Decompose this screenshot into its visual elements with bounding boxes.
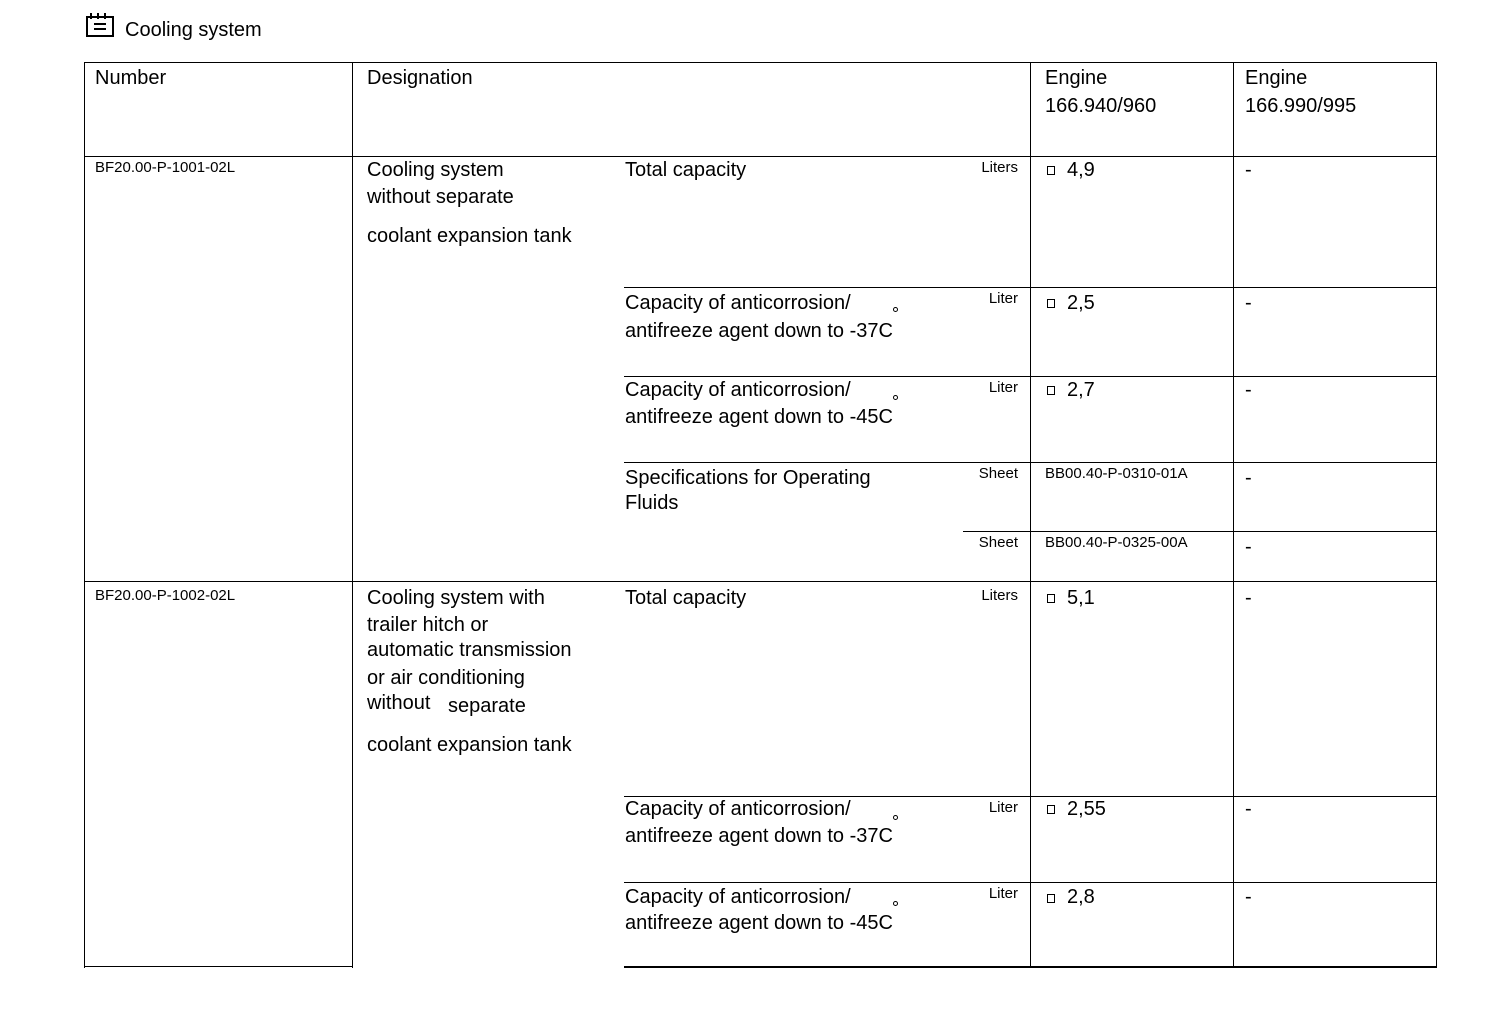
item-value-engine-2: - bbox=[1245, 798, 1252, 820]
item-description: antifreeze agent down to -37C bbox=[625, 320, 893, 342]
item-unit: Liter bbox=[988, 885, 1018, 902]
item-description: Specifications for Operating bbox=[625, 467, 871, 489]
designation-line: trailer hitch or bbox=[367, 614, 489, 636]
item-value-engine-2: - bbox=[1245, 587, 1252, 609]
item-unit: Sheet bbox=[978, 465, 1018, 482]
degree-icon bbox=[893, 307, 898, 312]
item-description: Capacity of anticorrosion/ bbox=[625, 292, 851, 314]
item-value-engine-1: BB00.40-P-0310-01A bbox=[1045, 465, 1188, 482]
page-title: Cooling system bbox=[125, 19, 262, 41]
column-header-designation: Designation bbox=[367, 67, 473, 89]
item-value-engine-1: 2,55 bbox=[1067, 798, 1106, 820]
item-description: Capacity of anticorrosion/ bbox=[625, 886, 851, 908]
item-value-engine-2: - bbox=[1245, 886, 1252, 908]
item-value-engine-2: - bbox=[1245, 159, 1252, 181]
checkbox-icon bbox=[1047, 894, 1055, 903]
item-description: antifreeze agent down to -45C bbox=[625, 406, 893, 428]
item-value-engine-1: 2,5 bbox=[1067, 292, 1095, 314]
item-description: Fluids bbox=[625, 492, 679, 514]
item-value-engine-1: BB00.40-P-0325-00A bbox=[1045, 534, 1188, 551]
designation-line: separate bbox=[448, 695, 526, 717]
designation-line: automatic transmission bbox=[367, 639, 572, 661]
item-description: Capacity of anticorrosion/ bbox=[625, 379, 851, 401]
item-value-engine-1: 2,8 bbox=[1067, 886, 1095, 908]
degree-icon bbox=[893, 901, 898, 906]
degree-icon bbox=[893, 395, 898, 400]
designation-line: or air conditioning bbox=[367, 667, 525, 689]
item-description: Capacity of anticorrosion/ bbox=[625, 798, 851, 820]
checkbox-icon bbox=[1047, 805, 1055, 814]
row-number: BF20.00-P-1001-02L bbox=[95, 159, 236, 176]
item-unit: Liter bbox=[988, 379, 1018, 396]
row-number: BF20.00-P-1002-02L bbox=[95, 587, 236, 604]
item-value-engine-2: - bbox=[1245, 536, 1252, 558]
checkbox-icon bbox=[1047, 386, 1055, 395]
item-unit: Liter bbox=[988, 290, 1018, 307]
column-header-number: Number bbox=[95, 67, 167, 89]
item-description: Total capacity bbox=[625, 159, 747, 181]
designation-line: without bbox=[367, 692, 431, 714]
designation-line: coolant expansion tank bbox=[367, 225, 572, 247]
designation-line: Cooling system bbox=[367, 159, 504, 181]
item-unit: Liters bbox=[981, 587, 1018, 604]
checkbox-icon bbox=[1047, 166, 1055, 175]
item-value-engine-1: 2,7 bbox=[1067, 379, 1095, 401]
column-header-engine-2-model: 166.990/995 bbox=[1245, 95, 1357, 117]
item-unit: Liters bbox=[981, 159, 1018, 176]
column-header-engine-1-model: 166.940/960 bbox=[1045, 95, 1157, 117]
designation-line: Cooling system with bbox=[367, 587, 545, 609]
notepad-icon bbox=[86, 12, 114, 38]
item-value-engine-1: 4,9 bbox=[1067, 159, 1095, 181]
checkbox-icon bbox=[1047, 299, 1055, 308]
checkbox-icon bbox=[1047, 594, 1055, 603]
designation-line: coolant expansion tank bbox=[367, 734, 572, 756]
item-description: Total capacity bbox=[625, 587, 747, 609]
item-description: antifreeze agent down to -37C bbox=[625, 825, 893, 847]
column-header-engine-2: Engine bbox=[1245, 67, 1308, 89]
item-description: antifreeze agent down to -45C bbox=[625, 912, 893, 934]
degree-icon bbox=[893, 815, 898, 820]
item-unit: Liter bbox=[988, 799, 1018, 816]
item-value-engine-2: - bbox=[1245, 467, 1252, 489]
item-value-engine-1: 5,1 bbox=[1067, 587, 1095, 609]
item-unit: Sheet bbox=[978, 534, 1018, 551]
item-value-engine-2: - bbox=[1245, 292, 1252, 314]
column-header-engine-1: Engine bbox=[1045, 67, 1108, 89]
item-value-engine-2: - bbox=[1245, 379, 1252, 401]
designation-line: without separate bbox=[367, 186, 514, 208]
